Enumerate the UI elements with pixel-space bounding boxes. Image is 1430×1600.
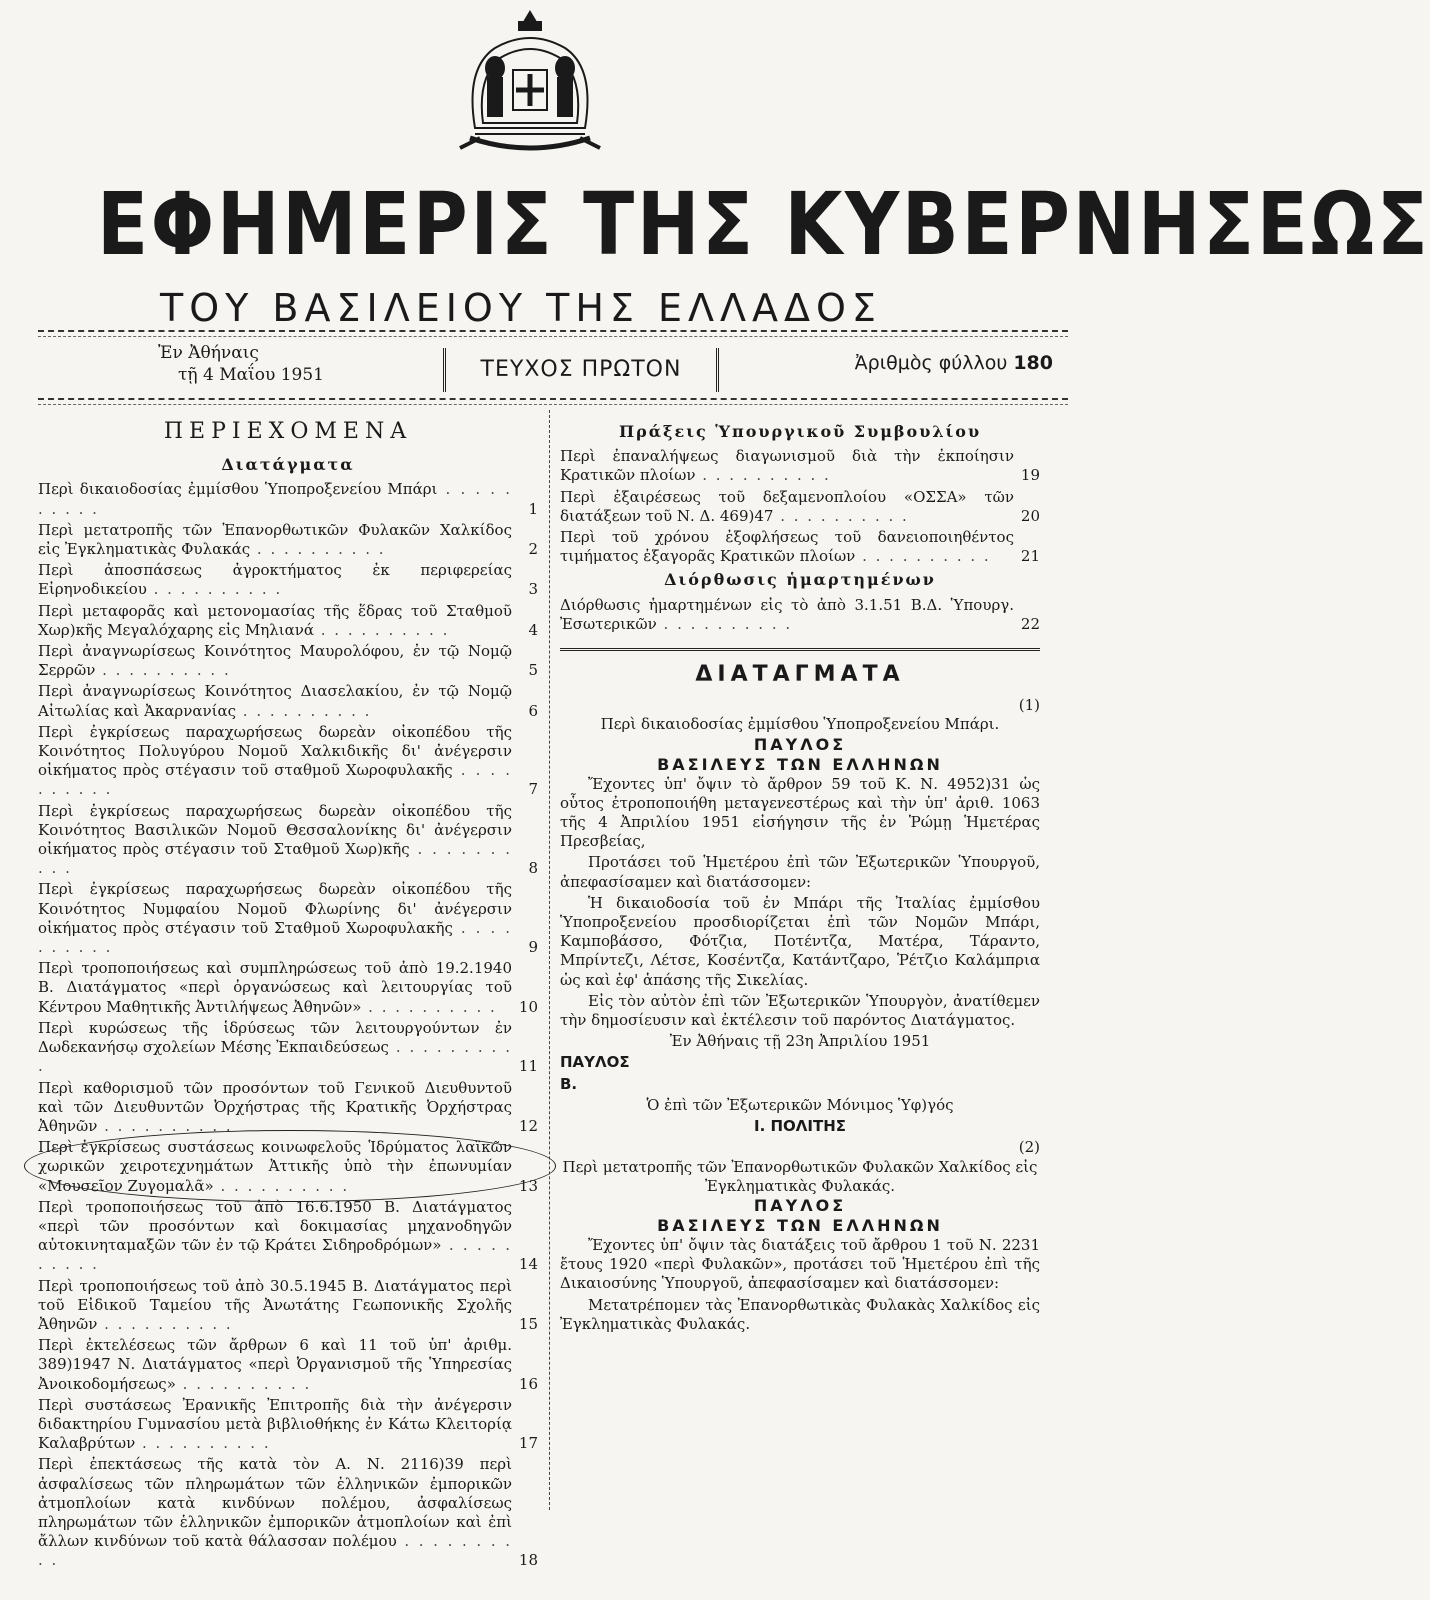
toc-item-page: 11 bbox=[518, 1057, 538, 1076]
toc-item-text: Περὶ ἀποσπάσεως ἀγροκτήματος ἐκ περιφερείας Εἰρηνοδικείου . . . bbox=[38, 561, 512, 599]
king-title: ΒΑΣΙΛΕΥΣ ΤΩΝ ΕΛΛΗΝΩΝ bbox=[657, 1215, 943, 1235]
toc-item-page: 18 bbox=[518, 1551, 538, 1570]
corrections-heading: Διόρθωσις ἡμαρτημένων bbox=[664, 570, 936, 590]
divider bbox=[38, 398, 1068, 400]
contents-heading: ΠΕΡΙΕΧΟΜΕΝΑ bbox=[163, 419, 413, 444]
toc-item bbox=[38, 723, 538, 800]
toc-item-text: Περὶ ἐπαναλήψεως διαγωνισμοῦ διὰ τὴν ἐκποίησιν Κρατικῶν πλοίων . . . bbox=[560, 447, 1014, 485]
toc-item-page: 17 bbox=[518, 1434, 538, 1453]
decrees-section-heading: ΔΙΑΤΑΓΜΑΤΑ bbox=[695, 662, 905, 688]
toc-item bbox=[38, 1336, 538, 1394]
toc-item bbox=[560, 596, 1040, 634]
toc-item-page: 16 bbox=[518, 1374, 538, 1393]
sheet-number-block bbox=[733, 352, 1053, 374]
toc-item bbox=[38, 1277, 538, 1335]
decree-number: (2) bbox=[1018, 1138, 1040, 1157]
toc-item-page: 15 bbox=[518, 1314, 538, 1333]
king-name: ΠΑΥΛΟΣ bbox=[753, 734, 847, 754]
decree-number: (1) bbox=[1018, 696, 1040, 715]
toc-item-text: Περὶ τοῦ χρόνου ἐξοφλήσεως τοῦ δανειοποιηθέντος τιμήματος ἐξαγορᾶς Κρατικῶν πλοίων . . . bbox=[560, 528, 1014, 566]
place: Ἐν Ἀθήναις bbox=[158, 343, 259, 363]
toc-item-page: 14 bbox=[518, 1255, 538, 1274]
toc-item-text: Διόρθωσις ἡμαρτημένων εἰς τὸ ἀπὸ 3.1.51 Β.Δ. Ὑπουργ. Ἐσωτερικῶν . . . bbox=[560, 596, 1014, 634]
toc-item-page: 12 bbox=[518, 1116, 538, 1135]
toc-item-circled bbox=[38, 1138, 538, 1196]
contents-column bbox=[38, 418, 538, 1573]
place-date bbox=[158, 342, 388, 386]
toc-item bbox=[38, 1396, 538, 1454]
toc-item bbox=[38, 1019, 538, 1077]
royal-coat-of-arms-icon bbox=[455, 8, 605, 163]
toc-item-page: 5 bbox=[528, 661, 538, 680]
toc-item-text: Περὶ τροποποιήσεως τοῦ ἀπὸ 30.5.1945 Β. Διατάγματος περὶ τοῦ Εἰδικοῦ Ταμείου τῆς Ἀνωτάτης Γεωπονικῆς Σχολῆς Ἀθηνῶν . . . bbox=[38, 1277, 512, 1335]
toc-item-page: 9 bbox=[528, 938, 538, 957]
king-name: ΠΑΥΛΟΣ bbox=[753, 1195, 847, 1215]
issue-info-bar bbox=[38, 340, 1068, 396]
decree-paragraph: Ἔχοντες ὑπ' ὄψιν τὰς διατάξεις τοῦ ἄρθρου 1 τοῦ Ν. 2231 ἔτους 1920 «περὶ Φυλακῶν», προτάσει τοῦ Ἡμετέρου ἐπὶ τῆς Δικαιοσύνης Ὑπουργοῦ, ἀπεφασίσαμεν καὶ διατάσσομεν: bbox=[560, 1235, 1040, 1293]
section-divider bbox=[560, 648, 1040, 651]
sheet-number: 180 bbox=[1013, 352, 1053, 374]
toc-item-page: 13 bbox=[518, 1176, 538, 1195]
toc-item-text: Περὶ ἐγκρίσεως παραχωρήσεως δωρεὰν οἰκοπέδου τῆς Κοινότητος Νυμφαίου Νομοῦ Φλωρίνης δι' ἀνέγερσιν οἰκήματος πρὸς στέγασιν τοῦ Σταθμοῦ Χωροφυλακῆς . . . bbox=[38, 880, 512, 957]
decree-paragraph: Ἔχοντες ὑπ' ὄψιν τὸ ἄρθρον 59 τοῦ Κ. Ν. 4952)31 ὡς οὗτος ἐτροποποιήθη μεταγενεστέρως καὶ τὴν ὑπ' ἀριθ. 1063 τῆς 4 Ἀπριλίου 1951 εἰσήγησιν τῆς ἐν Ῥώμῃ Ἡμετέρας Πρεσβείας, bbox=[560, 774, 1040, 851]
toc-item bbox=[38, 1455, 538, 1570]
issue-part: ΤΕΥΧΟΣ ΠΡΩΤΟΝ bbox=[443, 348, 719, 392]
toc-item-text: Περὶ τροποποιήσεως καὶ συμπληρώσεως τοῦ ἀπὸ 19.2.1940 Β. Διατάγματος «περὶ ὀργανώσεως καὶ λειτουργίας τοῦ Κέντρου Μαθητικῆς Ἀντιλήψεως Ἀθηνῶν» . . . bbox=[38, 959, 512, 1017]
decree-paragraph: Μετατρέπομεν τὰς Ἐπανορθωτικὰς Φυλακὰς Χαλκίδος εἰς Ἐγκληματικὰς Φυλακάς. bbox=[560, 1295, 1040, 1333]
column-separator bbox=[549, 410, 550, 1510]
toc-item-page: 1 bbox=[528, 499, 538, 518]
toc-item-page: 20 bbox=[1020, 506, 1040, 525]
toc-item bbox=[38, 682, 538, 720]
decree-title: Περὶ μετατροπῆς τῶν Ἐπανορθωτικῶν Φυλακῶν Χαλκίδος εἰς Ἐγκληματικὰς Φυλακάς. bbox=[562, 1157, 1038, 1195]
toc-item bbox=[38, 561, 538, 599]
gazette-title: ΕΦΗΜΕΡΙΣ ΤΗΣ ΚΥΒΕΡΝΗΣΕΩΣ bbox=[96, 175, 1430, 275]
divider bbox=[38, 404, 1068, 405]
toc-item-page: 21 bbox=[1020, 547, 1040, 566]
decree-paragraph: Προτάσει τοῦ Ἡμετέρου ἐπὶ τῶν Ἐξωτερικῶν Ὑπουργοῦ, ἀπεφασίσαμεν καὶ διατάσσομεν: bbox=[560, 853, 1040, 891]
toc-item-page: 7 bbox=[528, 780, 538, 799]
toc-item bbox=[38, 959, 538, 1017]
issue-date: τῇ 4 Μαΐου 1951 bbox=[178, 365, 325, 385]
toc-item-text: Περὶ ἐξαιρέσεως τοῦ δεξαμενοπλοίου «ΟΣΣΑ» τῶν διατάξεων τοῦ Ν. Δ. 469)47 . . . bbox=[560, 488, 1014, 526]
divider bbox=[38, 330, 1068, 332]
signature-initial: Β. bbox=[560, 1074, 578, 1093]
sheet-label: Ἀριθμὸς φύλλου bbox=[854, 352, 1008, 374]
toc-item-page: 22 bbox=[1020, 614, 1040, 633]
toc-item-text: Περὶ ἐγκρίσεως παραχωρήσεως δωρεὰν οἰκοπέδου τῆς Κοινότητος Βασιλικῶν Νομοῦ Θεσσαλονίκης δι' ἀνέγερσιν οἰκήματος πρὸς στέγασιν τοῦ Σταθμοῦ Χωρ)κῆς . . . bbox=[38, 802, 512, 879]
toc-item-text: Περὶ ἀναγνωρίσεως Κοινότητος Μαυρολόφου, ἐν τῷ Νομῷ Σερρῶν . . . bbox=[38, 642, 512, 680]
toc-item-text: Περὶ ἐπεκτάσεως τῆς κατὰ τὸν Α. Ν. 2116)39 περὶ ἀσφαλίσεως τῶν πληρωμάτων τῶν ἑλληνικῶν ἐμπορικῶν ἀτμοπλοίων κατὰ κινδύνων πολέμου, ἀσφαλίσεως πληρωμάτων τῶν ἑλληνικῶν ἐμπορικῶν ἀτμοπλοίων καὶ ἐπὶ ἄλλων κινδύνων τοῦ κατὰ θάλασσαν πολέμου . . . bbox=[38, 1455, 512, 1570]
toc-item-text: Περὶ ἐκτελέσεως τῶν ἄρθρων 6 καὶ 11 τοῦ ὑπ' ἀριθμ. 389)1947 Ν. Διατάγματος «περὶ Ὀργανισμοῦ τῆς Ὑπηρεσίας Ἀνοικοδομήσεως» . . . bbox=[38, 1336, 512, 1394]
toc-item-page: 10 bbox=[518, 997, 538, 1016]
toc-item-page: 6 bbox=[528, 701, 538, 720]
toc-item bbox=[560, 528, 1040, 566]
toc-item bbox=[560, 488, 1040, 526]
decree-paragraph: Εἰς τὸν αὐτὸν ἐπὶ τῶν Ἐξωτερικῶν Ὑπουργὸν, ἀνατίθεμεν τὴν δημοσίευσιν καὶ ἐκτέλεσιν τοῦ παρόντος Διατάγματος. bbox=[560, 991, 1040, 1030]
gazette-subtitle: ΤΟΥ ΒΑΣΙΛΕΙΟΥ ΤΗΣ ΕΛΛΑΔΟΣ bbox=[160, 286, 882, 330]
toc-item-text: Περὶ κυρώσεως τῆς ἱδρύσεως τῶν λειτουργούντων ἐν Δωδεκανήσῳ σχολείων Μέσης Ἐκπαιδεύσεως . . . bbox=[38, 1019, 512, 1077]
toc-item bbox=[38, 1198, 538, 1275]
toc-item-page: 4 bbox=[528, 620, 538, 639]
toc-item-text: Περὶ συστάσεως Ἐρανικῆς Ἐπιτροπῆς διὰ τὴν ἀνέγερσιν διδακτηρίου Γυμνασίου μετὰ βιβλιοθήκης ἐν Κάτω Κλειτορίᾳ Καλαβρύτων . . . bbox=[38, 1396, 512, 1454]
minister-name: Ι. ΠΟΛΙΤΗΣ bbox=[753, 1117, 847, 1136]
toc-item bbox=[560, 447, 1040, 485]
toc-item-text: Περὶ δικαιοδοσίας ἐμμίσθου Ὑποπροξενείου Μπάρι . . . bbox=[38, 480, 512, 518]
toc-item-page: 3 bbox=[528, 580, 538, 599]
decree-date: Ἐν Ἀθήναις τῇ 23η Ἀπριλίου 1951 bbox=[669, 1032, 931, 1051]
signature-king: ΠΑΥΛΟΣ bbox=[560, 1053, 630, 1072]
toc-item-text: Περὶ ἐγκρίσεως συστάσεως κοινωφελοῦς Ἱδρύματος λαϊκῶν χωρικῶν χειροτεχνημάτων Ἀττικῆς ὑπὸ τὴν ἐπωνυμίαν «Μουσεῖον Ζυγομαλᾶ» . . . bbox=[38, 1138, 512, 1196]
toc-item-text: Περὶ μετατροπῆς τῶν Ἐπανορθωτικῶν Φυλακῶν Χαλκίδος εἰς Ἐγκληματικὰς Φυλακάς . . . bbox=[38, 521, 512, 559]
toc-item-page: 2 bbox=[528, 540, 538, 559]
toc-item bbox=[38, 880, 538, 957]
toc-item-text: Περὶ τροποποιήσεως τοῦ ἀπὸ 16.6.1950 Β. Διατάγματος «περὶ τῶν προσόντων καὶ δοκιμασίας μηχανοδηγῶν αὐτοκινηταμαξῶν τῶν ἐν τῷ Κράτει Σιδηροδρόμων» . . . bbox=[38, 1198, 512, 1275]
toc-item-text: Περὶ ἀναγνωρίσεως Κοινότητος Διασελακίου, ἐν τῷ Νομῷ Αἰτωλίας καὶ Ἀκαρνανίας . . . bbox=[38, 682, 512, 720]
toc-item bbox=[38, 602, 538, 640]
toc-item bbox=[38, 642, 538, 680]
decree-paragraph: Ἡ δικαιοδοσία τοῦ ἐν Μπάρι τῆς Ἰταλίας ἐμμίσθου Ὑποπροξενείου προσδιορίζεται ἐπὶ τῶν Νομῶν Μπάρι, Καμποβάσσο, Φότζια, Ποτέντζα, Ματέρα, Τάραντο, Μπρίντεζι, Λέτσε, Κοσέντζα, Κατάντζαρο, Ῥέτζιο Καλάμπρια ὡς καὶ ἐφ' ἁπάσης τῆς Σικελίας. bbox=[560, 893, 1040, 989]
minister-title: Ὁ ἐπὶ τῶν Ἐξωτερικῶν Μόνιμος Ὑφ)γός bbox=[646, 1095, 954, 1114]
toc-item bbox=[38, 480, 538, 518]
toc-item-page: 19 bbox=[1020, 466, 1040, 485]
council-heading: Πράξεις Ὑπουργικοῦ Συμβουλίου bbox=[618, 422, 982, 441]
king-title: ΒΑΣΙΛΕΥΣ ΤΩΝ ΕΛΛΗΝΩΝ bbox=[657, 754, 943, 774]
decrees-heading: Διατάγματα bbox=[221, 455, 355, 475]
toc-item-text: Περὶ καθορισμοῦ τῶν προσόντων τοῦ Γενικοῦ Διευθυντοῦ καὶ τῶν Διευθυντῶν Ὀρχήστρας τῆς Κρατικῆς Ὀρχήστρας Ἀθηνῶν . . . bbox=[38, 1079, 512, 1137]
decrees-column bbox=[560, 418, 1040, 1336]
divider bbox=[38, 336, 1068, 337]
toc-item-page: 8 bbox=[528, 859, 538, 878]
toc-item bbox=[38, 521, 538, 559]
toc-item bbox=[38, 802, 538, 879]
toc-item bbox=[38, 1079, 538, 1137]
toc-item-text: Περὶ μεταφορᾶς καὶ μετονομασίας τῆς ἕδρας τοῦ Σταθμοῦ Χωρ)κῆς Μεγαλόχαρης εἰς Μηλιανά . . . bbox=[38, 602, 512, 640]
toc-item-text: Περὶ ἐγκρίσεως παραχωρήσεως δωρεὰν οἰκοπέδου τῆς Κοινότητος Πολυγύρου Νομοῦ Χαλκιδικῆς δι' ἀνέγερσιν οἰκήματος πρὸς στέγασιν τοῦ σταθμοῦ Χωροφυλακῆς . . . bbox=[38, 723, 512, 800]
decree-title: Περὶ δικαιοδοσίας ἐμμίσθου Ὑποπροξενείου Μπάρι. bbox=[600, 715, 1000, 734]
